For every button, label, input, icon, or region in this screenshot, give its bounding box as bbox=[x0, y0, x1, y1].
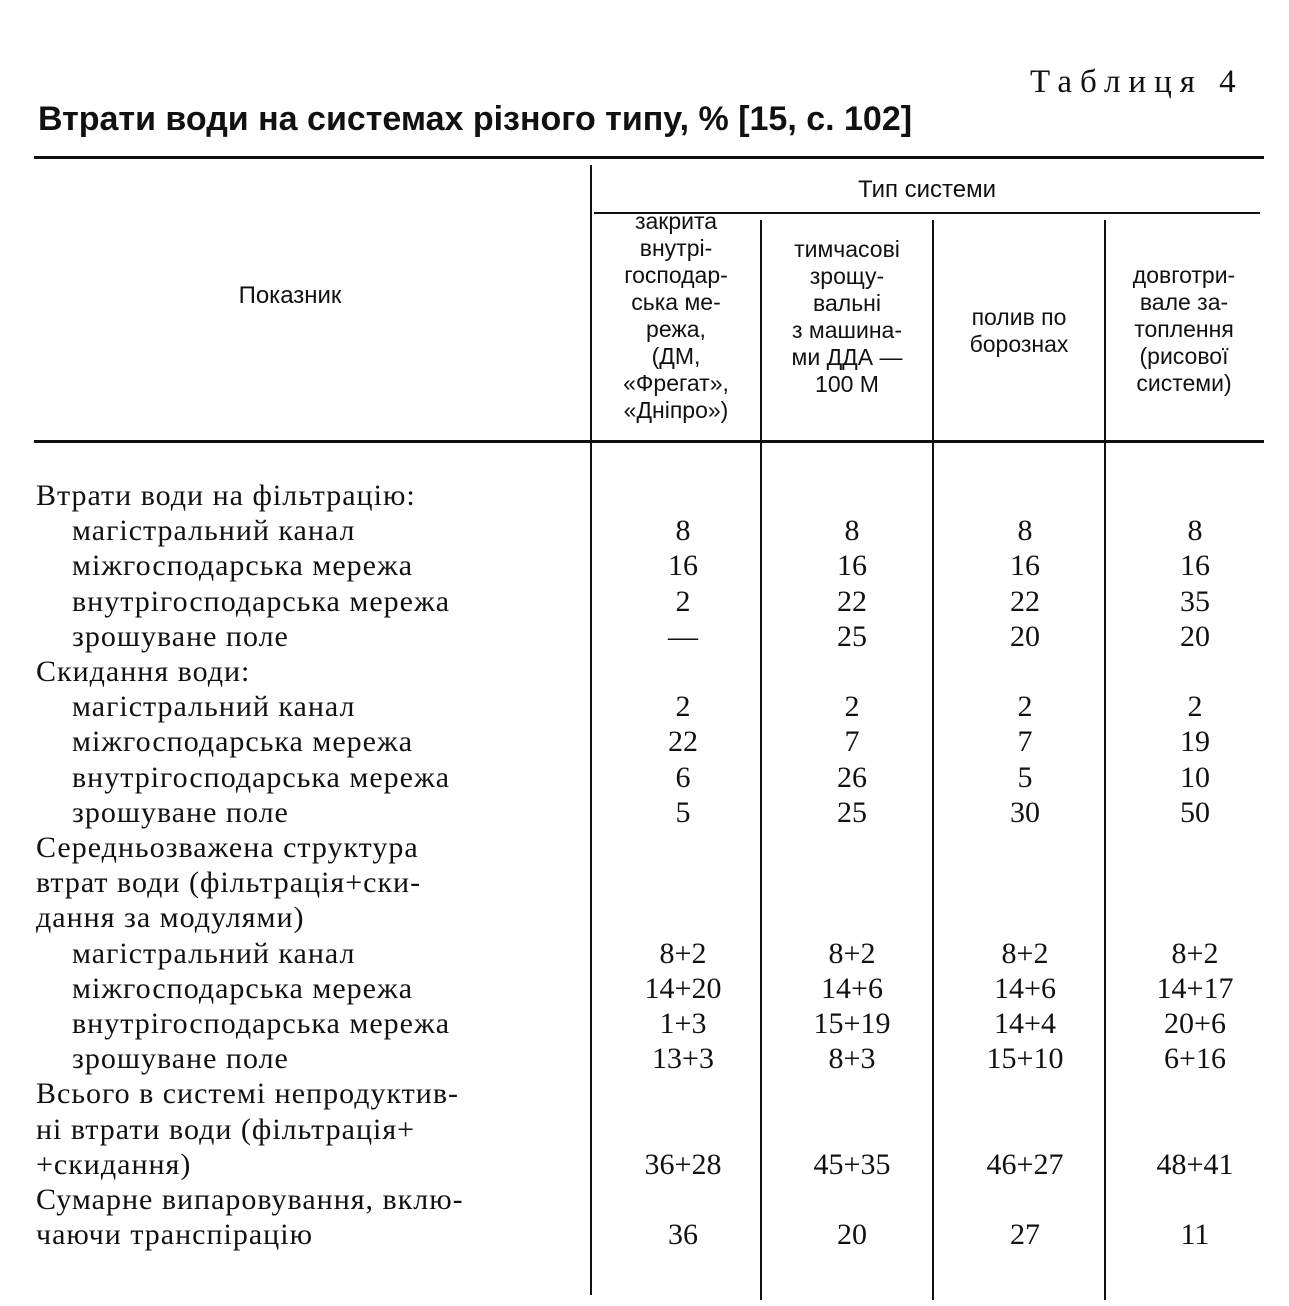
table-cell: 8+2 bbox=[828, 936, 876, 970]
column-header-line: внутрі- bbox=[639, 235, 713, 261]
table-cell: 16 bbox=[1010, 549, 1040, 583]
row-label: чаючи транспірацію bbox=[36, 1218, 313, 1252]
column-header-line: системи) bbox=[1136, 370, 1232, 396]
column-header-line: «Фрегат», bbox=[623, 370, 729, 396]
table-cell: 5 bbox=[675, 795, 691, 829]
table-cell: 30 bbox=[1010, 795, 1040, 829]
table-cell: 2 bbox=[1187, 690, 1203, 724]
column-header-line: господар- bbox=[624, 262, 728, 288]
column-header-line: тимчасові bbox=[794, 236, 900, 262]
row-label: міжгосподарська мережа bbox=[72, 549, 414, 583]
table-cell: 25 bbox=[837, 795, 867, 829]
column-header-line: ми ДДА — bbox=[791, 344, 903, 370]
column-header-furrow-irrigation bbox=[934, 304, 1104, 358]
row-label: зрошуване поле bbox=[72, 795, 289, 829]
system-type-header: Тип системи bbox=[857, 176, 997, 203]
table-cell: 14+17 bbox=[1156, 971, 1234, 1005]
table-cell: 8+3 bbox=[828, 1042, 876, 1076]
row-label: магістральний канал bbox=[72, 690, 356, 724]
table-cell: 14+4 bbox=[994, 1007, 1056, 1040]
table-cell: 22 bbox=[1010, 584, 1040, 618]
top-rule bbox=[34, 156, 1264, 159]
row-label: дання за модулями) bbox=[36, 901, 305, 935]
row-label: ні втрати води (фільтрація+ bbox=[36, 1112, 416, 1146]
table-cell: 14+6 bbox=[994, 971, 1056, 1005]
column-header-line: закрита bbox=[634, 208, 718, 234]
table-cell: 48+41 bbox=[1156, 1147, 1234, 1181]
column-header-line: вальні bbox=[813, 290, 881, 316]
table-cell: 36 bbox=[668, 1218, 698, 1252]
table-cell: 14+6 bbox=[821, 971, 883, 1005]
table-cell: 8 bbox=[675, 514, 691, 548]
table-cell: 50 bbox=[1180, 795, 1210, 829]
header-bottom-rule bbox=[34, 440, 1264, 443]
table-cell: 20 bbox=[1010, 619, 1040, 653]
table-cell: 14+20 bbox=[644, 971, 722, 1005]
column-header-line: топлення bbox=[1134, 316, 1234, 342]
column-header-line: (ДМ, bbox=[651, 343, 701, 369]
row-label: +скидання) bbox=[36, 1147, 192, 1181]
table-cell: 7 bbox=[844, 725, 860, 759]
table-cell: 35 bbox=[1180, 584, 1210, 618]
table-cell: 20 bbox=[837, 1218, 867, 1252]
column-header-line: з машина- bbox=[792, 317, 902, 343]
table-cell: 8+2 bbox=[659, 936, 707, 970]
table-cell: 19 bbox=[1180, 725, 1210, 759]
table-cell: 26 bbox=[837, 760, 867, 794]
column-header-line: полив по bbox=[971, 304, 1067, 330]
table-cell: 10 bbox=[1180, 760, 1210, 794]
table-cell: 7 bbox=[1017, 725, 1033, 759]
column-header-line: «Дніпро») bbox=[623, 397, 729, 423]
table-cell: 8+2 bbox=[1171, 936, 1219, 970]
table-cell: 2 bbox=[675, 690, 691, 724]
row-label: внутрігосподарська мережа bbox=[72, 760, 451, 794]
table-cell: 16 bbox=[668, 549, 698, 583]
column-header-temporary-irrigation bbox=[762, 236, 932, 398]
table-cell: 2 bbox=[675, 584, 691, 618]
table-cell: 6 bbox=[675, 760, 691, 794]
column-header-line: 100 М bbox=[815, 371, 879, 397]
table-cell: 6+16 bbox=[1164, 1042, 1226, 1076]
column-header-line: вале за- bbox=[1139, 289, 1229, 315]
row-label: Сумарне випаровування, вклю- bbox=[36, 1183, 464, 1216]
column-header-rice-system bbox=[1106, 262, 1262, 397]
table-cell: 20 bbox=[1180, 619, 1210, 653]
table-cell: 36+28 bbox=[644, 1147, 722, 1181]
row-label: втрат води (фільтрація+ски- bbox=[36, 866, 422, 900]
row-label: магістральний канал bbox=[72, 936, 356, 970]
table-cell: 16 bbox=[1180, 549, 1210, 583]
table-cell: 13+3 bbox=[652, 1042, 714, 1076]
row-label: зрошуване поле bbox=[72, 1042, 289, 1076]
table-cell: 16 bbox=[837, 549, 867, 583]
table-title: Втрати води на системах різного типу, % [15, с. 102] bbox=[38, 100, 913, 138]
table-cell: 20+6 bbox=[1164, 1007, 1226, 1040]
table-cell: 8 bbox=[1017, 514, 1033, 548]
row-label: Втрати води на фільтрацію: bbox=[36, 479, 416, 512]
table-cell: 8 bbox=[1187, 514, 1203, 548]
column-divider bbox=[932, 220, 934, 1300]
row-label: внутрігосподарська мережа bbox=[72, 584, 451, 618]
table-cell: 8+2 bbox=[1001, 936, 1049, 970]
table-cell: 45+35 bbox=[813, 1147, 891, 1181]
table-cell: 11 bbox=[1180, 1218, 1210, 1252]
table-cell: 46+27 bbox=[986, 1147, 1064, 1181]
table-cell: 5 bbox=[1017, 760, 1033, 794]
table-cell: — bbox=[668, 619, 698, 653]
column-header-line: ська ме- bbox=[631, 289, 721, 315]
row-label: міжгосподарська мережа bbox=[72, 971, 414, 1005]
row-label: Середньозважена структура bbox=[36, 831, 419, 864]
table-cell: 2 bbox=[844, 690, 860, 724]
column-header-line: (рисової bbox=[1139, 343, 1229, 369]
column-header-line: довготри- bbox=[1132, 262, 1236, 288]
table-number-label: Таблиця 4 bbox=[1030, 64, 1244, 100]
column-header-line: зрощу- bbox=[809, 263, 885, 289]
row-label: внутрігосподарська мережа bbox=[72, 1007, 451, 1040]
table-cell: 27 bbox=[1010, 1218, 1040, 1252]
row-label: Скидання води: bbox=[36, 655, 251, 688]
table-cell: 22 bbox=[668, 725, 698, 759]
row-label: зрошуване поле bbox=[72, 619, 289, 653]
table-cell: 25 bbox=[837, 619, 867, 653]
table-cell: 1+3 bbox=[659, 1007, 707, 1040]
row-label: міжгосподарська мережа bbox=[72, 725, 414, 759]
column-header-line: борознах bbox=[969, 331, 1069, 357]
indicator-header: Показник bbox=[238, 282, 342, 309]
column-header-line: режа, bbox=[646, 316, 706, 342]
column-header-closed-network bbox=[592, 208, 760, 424]
row-label: Всього в системі непродуктив- bbox=[36, 1077, 459, 1111]
table-cell: 22 bbox=[837, 584, 867, 618]
table-cell: 2 bbox=[1017, 690, 1033, 724]
table-cell: 15+10 bbox=[986, 1042, 1064, 1076]
table-cell: 15+19 bbox=[813, 1007, 891, 1040]
row-label: магістральний канал bbox=[72, 514, 356, 548]
table-cell: 8 bbox=[844, 514, 860, 548]
